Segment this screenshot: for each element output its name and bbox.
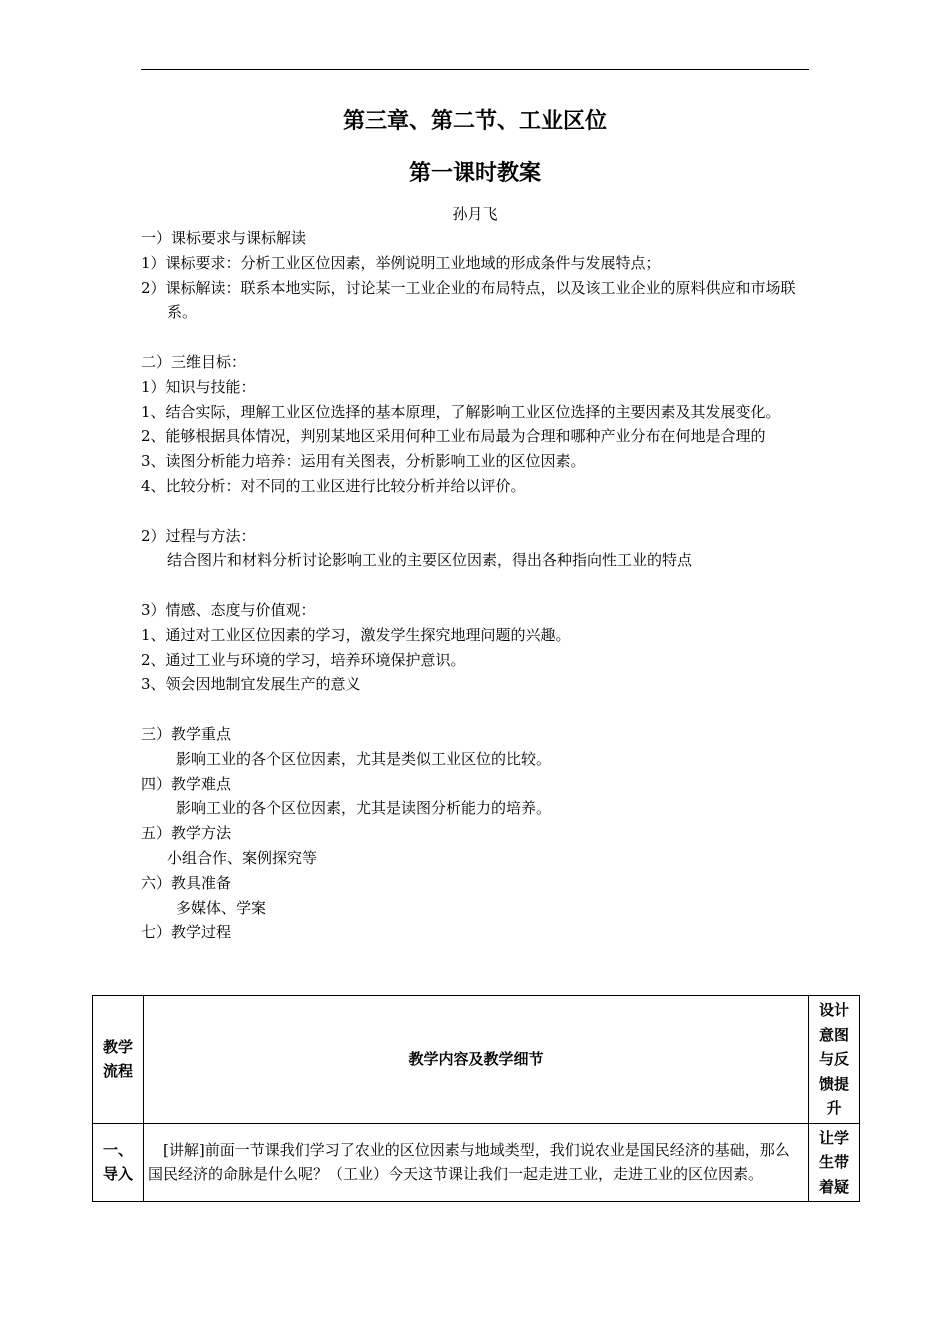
- section-2-heading: 二）三维目标：: [141, 352, 247, 371]
- header-intent: 设计意图与反馈提升: [809, 996, 860, 1124]
- emotion-item-3: 3、领会因地制宜发展生产的意义: [141, 675, 361, 694]
- section-6-text: 多媒体、学案: [176, 898, 267, 917]
- section-3-text: 影响工业的各个区位因素，尤其是类似工业区位的比较。: [176, 749, 552, 768]
- section-4-heading: 四）教学难点: [141, 774, 232, 793]
- process-heading: 2）过程与方法：: [141, 526, 256, 545]
- row-1-intent: 让学生带着疑: [809, 1123, 860, 1202]
- row-1-stage: 一、导入: [93, 1123, 144, 1202]
- header-rule: [141, 69, 809, 70]
- page-subtitle: 第一课时教案: [408, 161, 541, 186]
- author: 孙月飞: [452, 205, 498, 223]
- page-title: 第三章、第二节、工业区位: [342, 109, 607, 134]
- section-6-heading: 六）教具准备: [141, 873, 232, 892]
- teaching-process-table: [92, 995, 860, 1202]
- emotion-item-1: 1、通过对工业区位因素的学习，激发学生探究地理问题的兴趣。: [141, 625, 571, 644]
- emotion-item-2: 2、通过工业与环境的学习，培养环境保护意识。: [141, 650, 466, 669]
- knowledge-item-2: 2、能够根据具体情况，判别某地区采用何种工业布局最为合理和哪种产业分布在何地是合理的: [141, 427, 766, 446]
- knowledge-item-3: 3、读图分析能力培养：运用有关图表，分析影响工业的区位因素。: [141, 452, 586, 471]
- section-3-heading: 三）教学重点: [141, 724, 232, 743]
- table-row: [93, 1123, 860, 1202]
- table-header-row: [93, 996, 860, 1124]
- section-5-text: 小组合作、案例探究等: [167, 848, 318, 867]
- section-1-item-1: 1）课标要求：分析工业区位因素，举例说明工业地域的形成条件与发展特点；: [141, 253, 661, 272]
- knowledge-heading: 1）知识与技能：: [141, 377, 256, 396]
- section-4-text: 影响工业的各个区位因素，尤其是读图分析能力的培养。: [176, 799, 552, 818]
- knowledge-item-4: 4、比较分析：对不同的工业区进行比较分析并给以评价。: [141, 476, 526, 495]
- process-item-1: 结合图片和材料分析讨论影响工业的主要区位因素，得出各种指向性工业的特点: [167, 551, 693, 570]
- row-1-content: [讲解]前面一节课我们学习了农业的区位因素与地域类型，我们说农业是国民经济的基础，那么国民经济的命脉是什么呢？（工业）今天这节课让我们一起走进工业，走进工业的区位因素。: [144, 1123, 809, 1202]
- section-7-heading: 七）教学过程: [141, 923, 232, 942]
- document-body: [141, 226, 816, 945]
- section-1-heading: 一）课标要求与课标解读: [141, 229, 307, 247]
- knowledge-item-1: 1、结合实际，理解工业区位选择的基本原理，了解影响工业区位选择的主要因素及其发展变化。: [141, 402, 781, 421]
- header-content: 教学内容及教学细节: [144, 996, 809, 1124]
- emotion-heading: 3）情感、态度与价值观：: [141, 600, 316, 619]
- header-stage: 教学流程: [93, 996, 144, 1124]
- section-1-item-2: 2）课标解读：联系本地实际，讨论某一工业企业的布局特点，以及该工业企业的原料供应和市场联系。: [141, 278, 796, 322]
- section-5-heading: 五）教学方法: [141, 824, 232, 843]
